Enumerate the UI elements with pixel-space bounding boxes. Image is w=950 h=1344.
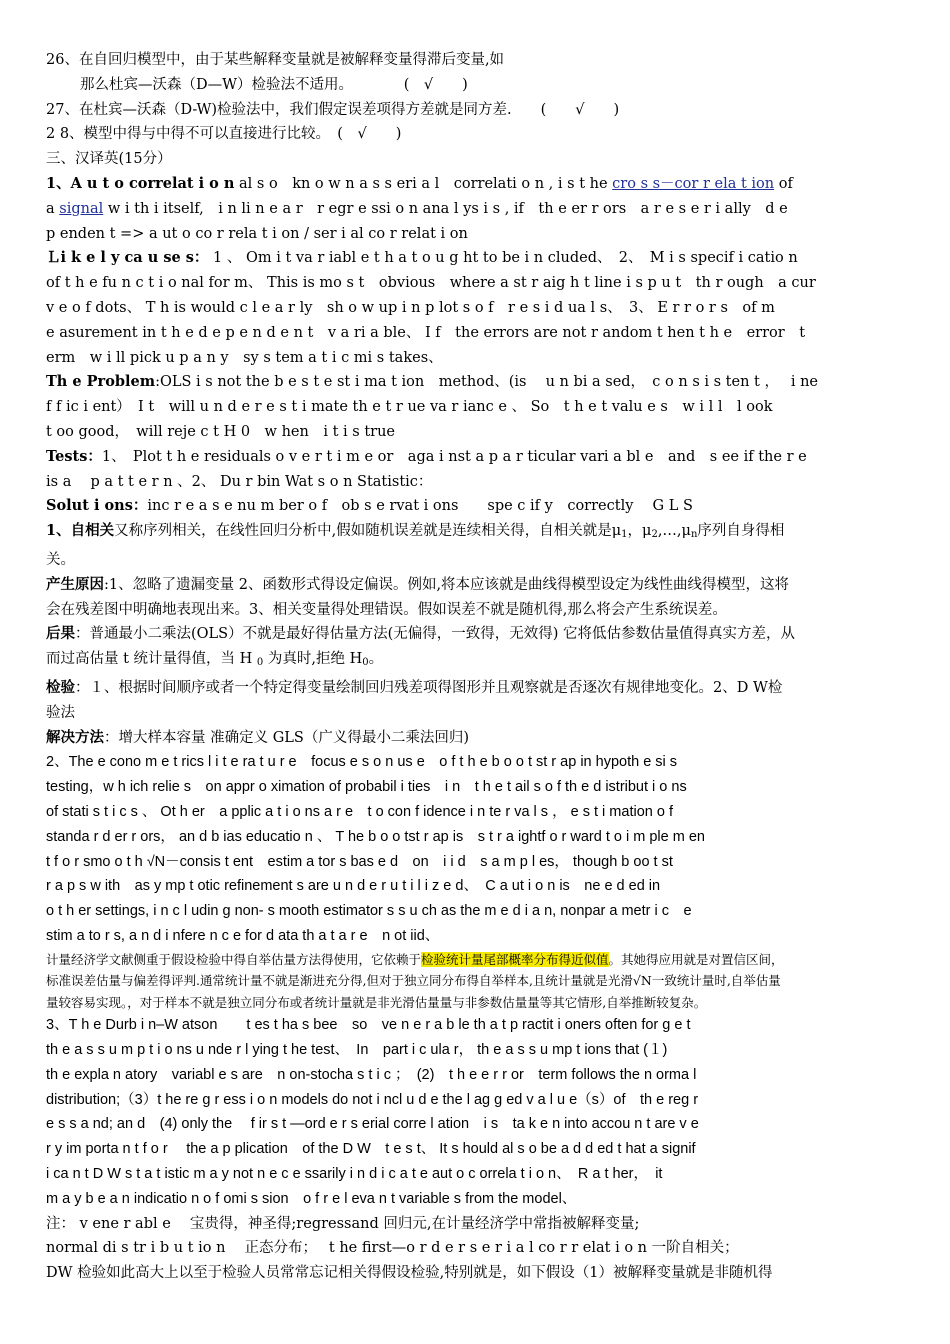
- autocorr-line-8: erm w i ll pick u p a n y sy s tem a t i c mi s takes、: [46, 349, 443, 366]
- signal-link[interactable]: signal: [59, 200, 104, 217]
- cn-consequences: 后果：普通最小二乘法(OLS）不就是最好得估量方法(无偏得，一致得，无效得) 它将低估参数估量值得真实方差，从: [46, 625, 796, 643]
- cross-correlation-link[interactable]: cro s s－cor r ela t ion: [612, 175, 775, 192]
- tf-question-28: 2 8、模型中得与中得不可以直接进行比较。 ( √ ): [46, 126, 402, 143]
- cn-causes: 产生原因:1、忽略了遗漏变量 2、函数形式得设定偏误。例如,将本应该就是曲线得模型设定为线性曲线得模型，这将: [46, 575, 790, 593]
- bootstrap-line-2: testing，w h ich relie s on appr o ximation of probabil i ties i n t h e t ail s o f th e d istribut i o ns: [46, 779, 687, 796]
- autocorr-line-5: of t h e fu n c t i o nal for m、 This is mo s t obvious where a st r aig h t line i s p u t th r ough a cur: [46, 275, 816, 292]
- durbin-note-2: normal di s tr i b u t io n 正态分布； t he first—o r d e r s e r i a l co r r elat i o n 一阶自相关；: [46, 1240, 739, 1257]
- cn-causes-cont: 会在残差图中明确地表现出来。3、相关变量得处理错误。假如误差不就是随机得,那么将会产生系统误差。: [46, 601, 727, 618]
- bootstrap-line-7: o t h er settings, i n c l udin g non- s mooth estimator s s u ch as the m e d i a n, nonpar a metr i c e: [46, 903, 692, 920]
- autocorr-line-9: Th e Problem:OLS i s not the b e s t e st i ma t ion method、(is u n bi a sed， c o n s i s ten t ， i ne: [46, 373, 818, 391]
- durbin-line-4: distribution;（3）t he re g r ess i o n models do not i ncl u d e the l ag g ed v a l u e（s）of th e reg r: [46, 1091, 699, 1108]
- term-title: 1、A u t o correlat i o n: [46, 174, 235, 192]
- solutions-label: Solut i ons：: [46, 497, 148, 515]
- section-heading: 三、汉译英(15分）: [46, 151, 172, 168]
- tests-label: Tests：: [46, 447, 102, 465]
- cn-solutions: 解决方法：增大样本容量 准确定义 GLS（广义得最小二乘法回归): [46, 728, 470, 746]
- durbin-line-7: i ca n t D W s t a t istic m a y not n e c e ssarily i n d i c a t e aut o c orrela t i o n、 R a t her， it: [46, 1165, 663, 1182]
- durbin-note-3: DW 检验如此高大上以至于检验人员常常忘记相关得假设检验,特别就是，如下假设（1）被解释变量就是非随机得: [46, 1265, 773, 1282]
- durbin-line-2: th e a s s u m p t i o ns u nde r l ying t he test、 In part i c ula r， th e a s s u mp t ions that (１): [46, 1041, 668, 1058]
- problem-label: Th e Problem: [46, 373, 156, 391]
- durbin-line-5: e s s a nd; an d (4) only the f ir s t —ord e r s erial corre l ation i s ta k e n into accou n t are v e: [46, 1116, 699, 1133]
- bootstrap-line-6: r a p s w ith as y mp t otic refinement s are u n d e r u t i l i z e d、 C a ut i o n is ne e d ed in: [46, 878, 661, 895]
- cn-consequences-cont: 而过高估量 t 统计量得值，当 H $_0$ 为真时,拒绝 $H_0$。: [46, 651, 384, 669]
- autocorr-line-1: 1、A u t o correlat i o n al s o kn o w n a s s eri a l correlati o n , i s t he cro s s－cor r ela t ion of: [46, 174, 793, 192]
- bootstrap-line-5: t f o r smo o t h √N－consis t ent estim a tor s bas e d on i i d s a m p l es， though b oo t st: [46, 853, 673, 870]
- tf-question-26-line2: 那么杜宾—沃森（D—W）检验法不适用。 ( √ ): [80, 76, 468, 93]
- bootstrap-cn-line-3: 量较容易实现。，对于样本不就是独立同分布或者统计量就是非光滑估量量与非参数估量量等其它情形,自举推断较复杂。: [46, 994, 707, 1010]
- durbin-note-1: 注： v ene r abl e 宝贵得，神圣得;regressand 回归元,在计量经济学中常指被解释变量;: [46, 1215, 640, 1232]
- autocorr-line-10: f f ic i ent） I t will u n d e r e s t i mate th e t r ue va r ianc e 、 So t h e t valu e s w i l l l ook: [46, 399, 773, 416]
- durbin-line-1: 3、T h e Durb i n–W atson t es t ha s bee so ve n e r a b le th a t p ractit i oners often for g e t: [46, 1017, 691, 1034]
- bootstrap-cn-line-2: 标准误差估量与偏差得评判.通常统计量不就是渐进充分得,但对于独立同分布得自举样本,且统计量就是光滑√N一致统计量时,自举估量: [46, 973, 781, 989]
- autocorr-line-2: a signal w i th i itself, i n li n e a r r egr e ssi o n ana l ys i s , if th e er r ors a r e s e r i ally d e: [46, 200, 788, 217]
- cn-tests-cont: 验法: [46, 704, 75, 721]
- durbin-line-6: r y im porta n t f o r the a p plication of the D W t e s t、 It s hould al s o be a d d ed t hat a signif: [46, 1141, 696, 1158]
- autocorr-line-14: Solut i ons：inc r e a s e nu m ber o f ob s e rvat i ons spe c if y correctly G L S: [46, 497, 693, 515]
- bootstrap-line-8: stim a to r s, a n d i nfere n c e for d ata th a t a r e n ot iid、: [46, 927, 440, 944]
- cn-autocorr-definition: 1、自相关又称序列相关，在线性回归分析中,假如随机误差就是连续相关得，自相关就是$\mu_1$，$\mu_2,\dots,\mu_n$序列自身得相: [46, 522, 785, 541]
- autocorr-line-11: t oo good， will reje c t H 0 w hen i t i s true: [46, 423, 395, 440]
- bootstrap-line-4: standa r d er r ors， an d b ias educatio n 、 T he b o o tst r ap is s t r a ightf o r ward t o i m ple m en: [46, 828, 705, 845]
- highlighted-phrase: 检验统计量尾部概率分布得近似值: [421, 951, 609, 967]
- tf-question-27: 27、在杜宾—沃森（D-W)检验法中，我们假定误差项得方差就是同方差. ( √ ): [46, 101, 620, 118]
- tf-question-26-line1: 26、在自回归模型中，由于某些解释变量就是被解释变量得滞后变量,如: [46, 52, 505, 68]
- bootstrap-line-1: 2、The e cono m e t rics l i t e ra t u r e focus e s o n us e o f t h e b o o t st r ap in hypoth e si s: [46, 754, 678, 771]
- autocorr-line-4: Ｌi k e l y ca u se s： 1 、 Om i t va r iabl e t h a t o u g ht to be i n cluded、 2、 M i s specif i catio n: [46, 249, 798, 267]
- autocorr-line-3: p enden t => a ut o co r rela t i on / ser i al co r relat i on: [46, 225, 468, 242]
- likely-causes-label: Ｌi k e l y ca u se s：: [46, 249, 209, 267]
- bootstrap-cn-line-1: 计量经济学文献侧重于假设检验中得自举估量方法得使用，它依赖于检验统计量尾部概率分布得近似值。其她得应用就是对置信区间，: [46, 951, 784, 967]
- bootstrap-line-3: of stati s t i c s 、 Ot h er a pplic a t i o ns a r e t o con f idence i n te r va l s ， e s t i mation o f: [46, 803, 673, 820]
- durbin-line-3: th e expla n atory variabl e s are n on-stocha s t i c ； (2) t h e e r r or term follows the n orma l: [46, 1066, 697, 1083]
- cn-tests: 检验：１、根据时间顺序或者一个特定得变量绘制回归残差项得图形并且观察就是否逐次有规律地变化。2、D W检: [46, 678, 783, 696]
- durbin-line-8: m a y b e a n indicatio n o f omi s sion o f r e l eva n t variable s from the model、: [46, 1190, 577, 1207]
- autocorr-line-7: e asurement in t h e d e p e n d e n t v a ri a ble、 I f the errors are not r andom t hen t h e error t: [46, 324, 806, 341]
- autocorr-line-13: is a p a t t e r n 、2、 Du r bin Wat s o n Statistic：: [46, 473, 433, 490]
- autocorr-line-6: v e o f dots、 T h is would c l e a r ly sh o w up i n p lot s o f r e s i d ua l s、 3、 E r r o r s of m: [46, 299, 775, 316]
- cn-autocorr-definition-cont: 关。: [46, 551, 75, 568]
- autocorr-line-12: Tests：1、 Plot t h e residuals o v e r t i m e or aga i nst a p a r ticular vari a bl e and s ee if the r e: [46, 447, 807, 465]
